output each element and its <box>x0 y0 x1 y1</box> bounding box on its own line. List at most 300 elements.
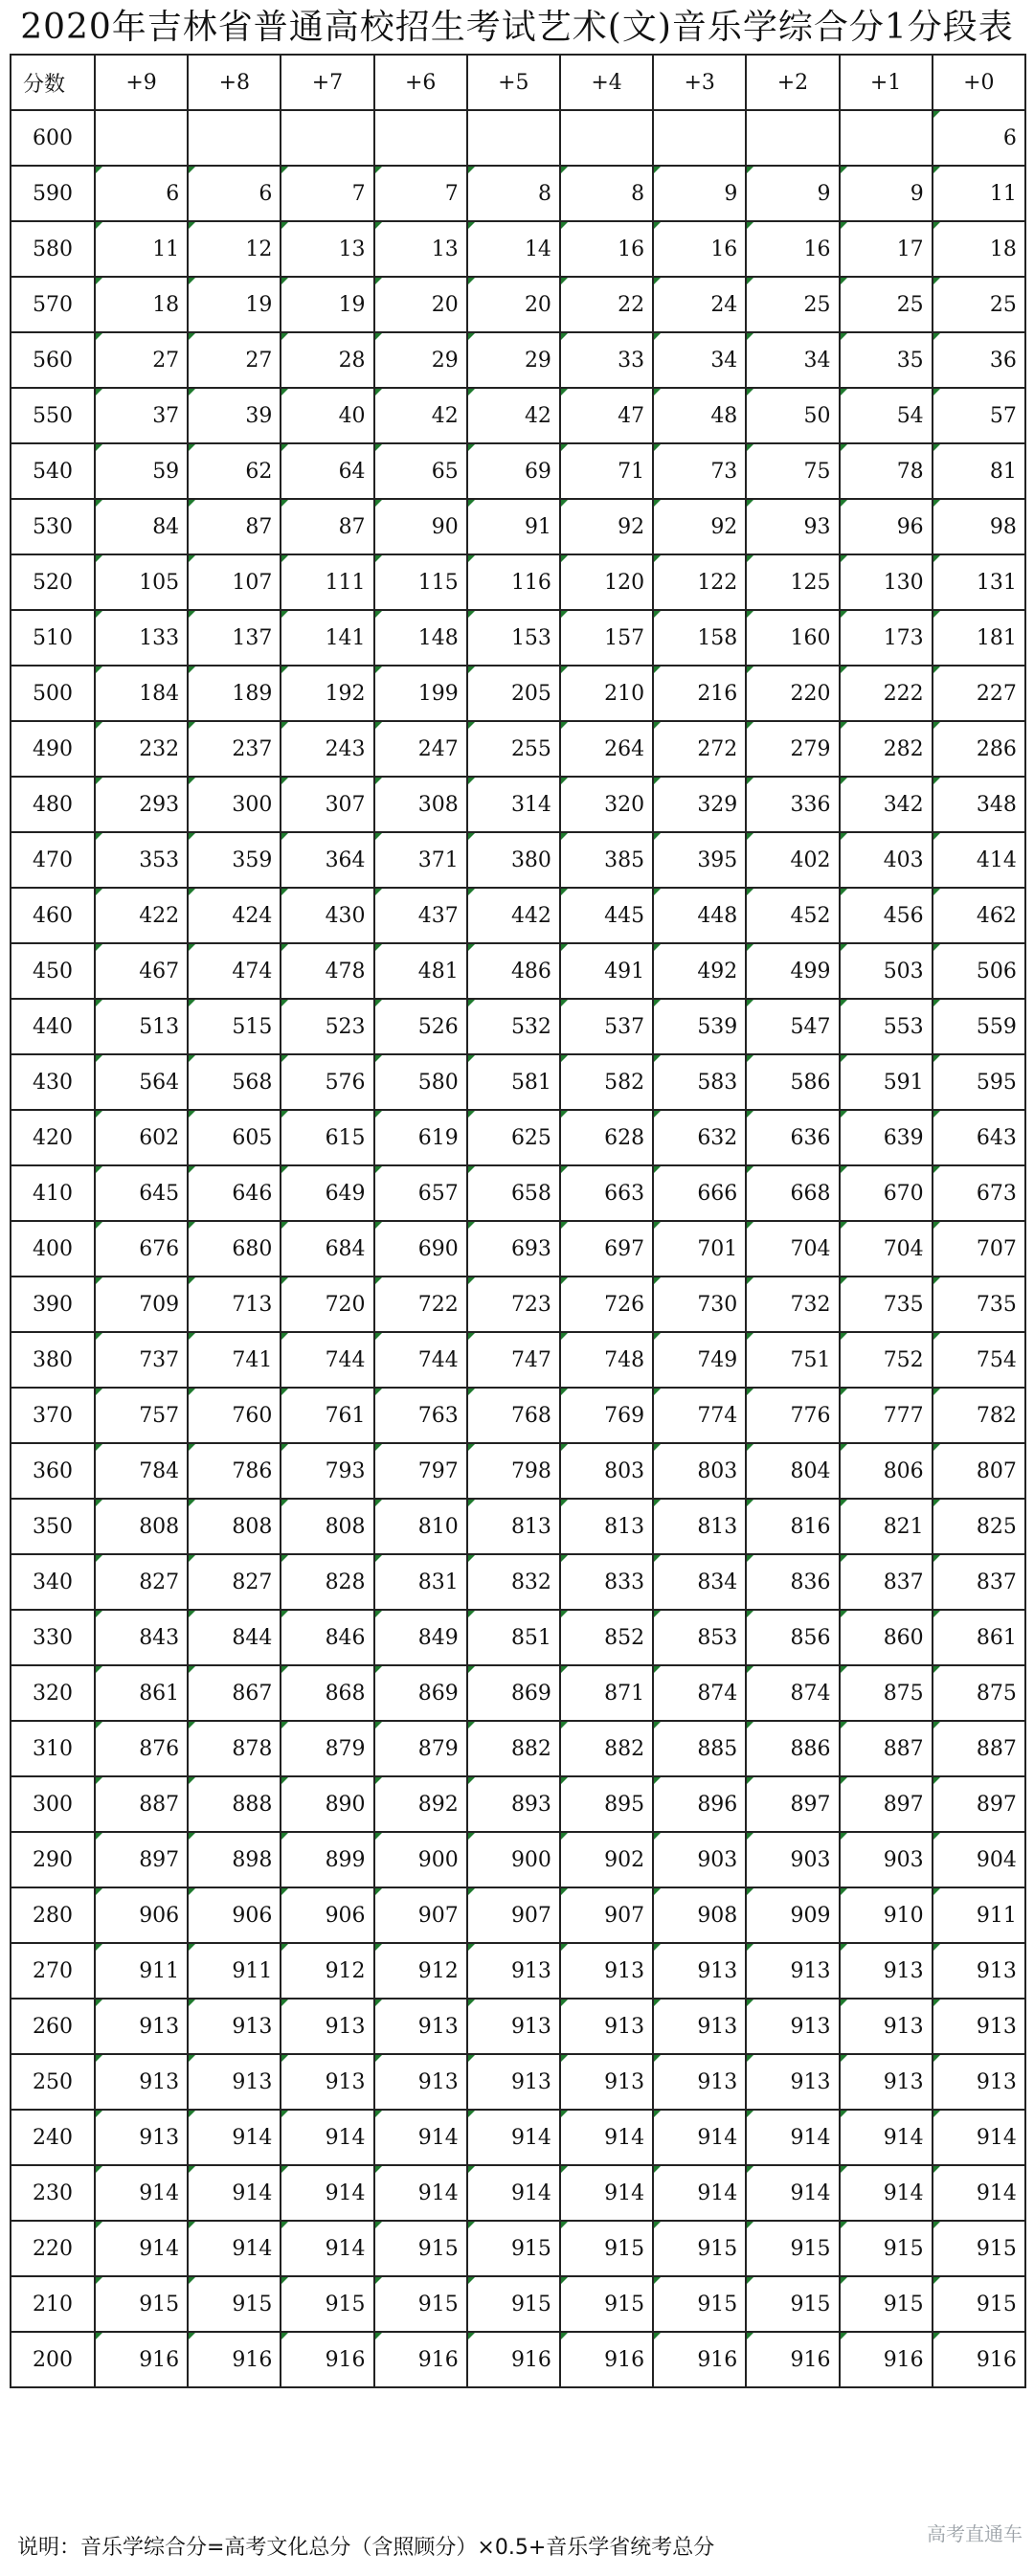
cell-marker-icon <box>468 889 475 895</box>
cell-marker-icon <box>747 389 753 395</box>
cell-marker-icon <box>375 1111 382 1118</box>
count-cell <box>374 1221 467 1277</box>
count-value: 833 <box>604 1570 645 1594</box>
cell-marker-icon <box>841 389 847 395</box>
count-value: 8 <box>537 181 551 206</box>
count-value: 886 <box>790 1736 831 1761</box>
count-value: 582 <box>604 1070 645 1095</box>
count-value: 806 <box>883 1458 924 1483</box>
cell-marker-icon <box>561 2277 568 2284</box>
count-value: 646 <box>232 1181 273 1206</box>
page-title: 2020年吉林省普通高校招生考试艺术(文)音乐学综合分1分段表 <box>20 8 1014 47</box>
cell-marker-icon <box>96 1111 102 1118</box>
count-value: 564 <box>139 1070 180 1095</box>
count-cell <box>281 1665 373 1721</box>
count-value: 720 <box>325 1292 366 1317</box>
count-value: 33 <box>618 348 645 373</box>
count-cell <box>374 1388 467 1443</box>
count-cell <box>467 1443 560 1499</box>
cell-marker-icon <box>933 500 940 507</box>
count-value: 776 <box>790 1403 831 1428</box>
cell-marker-icon <box>189 2000 195 2006</box>
count-value: 96 <box>896 514 924 539</box>
count-cell <box>933 1221 1025 1277</box>
count-value: 583 <box>697 1070 738 1095</box>
cell-marker-icon <box>561 2000 568 2006</box>
count-value: 467 <box>139 959 180 983</box>
count-cell <box>95 610 188 666</box>
table-row <box>11 1110 1025 1165</box>
cell-marker-icon <box>933 2000 940 2006</box>
table-row <box>11 1887 1025 1943</box>
cell-marker-icon <box>189 833 195 840</box>
table-row <box>11 554 1025 610</box>
count-cell <box>374 721 467 777</box>
count-value: 34 <box>803 348 831 373</box>
count-cell <box>746 1499 839 1554</box>
count-value: 160 <box>790 625 831 650</box>
score-cell <box>11 1165 95 1221</box>
count-value: 437 <box>417 903 459 928</box>
count-cell <box>560 832 653 888</box>
cell-marker-icon <box>841 1055 847 1062</box>
count-value: 506 <box>976 959 1017 983</box>
count-value: 581 <box>510 1070 551 1095</box>
cell-marker-icon <box>933 1555 940 1562</box>
count-value: 737 <box>139 1347 180 1372</box>
count-value: 914 <box>325 2236 366 2261</box>
count-cell <box>188 721 281 777</box>
count-cell <box>746 777 839 832</box>
count-cell <box>653 888 746 943</box>
cell-marker-icon <box>933 722 940 729</box>
count-cell <box>746 1610 839 1665</box>
header-cell-offset: +4 <box>560 55 653 110</box>
cell-marker-icon <box>561 1888 568 1895</box>
count-cell <box>560 1721 653 1776</box>
cell-marker-icon <box>561 833 568 840</box>
score-cell <box>11 1054 95 1110</box>
count-value: 851 <box>510 1625 551 1650</box>
count-value: 913 <box>697 2069 738 2094</box>
table-row <box>11 610 1025 666</box>
count-value: 914 <box>139 2236 180 2261</box>
count-value: 896 <box>697 1792 738 1817</box>
count-cell <box>560 443 653 499</box>
count-value: 414 <box>976 847 1017 872</box>
count-cell <box>188 2054 281 2110</box>
count-cell <box>467 1943 560 1999</box>
count-value: 709 <box>139 1292 180 1317</box>
cell-marker-icon <box>561 389 568 395</box>
count-cell <box>746 1332 839 1388</box>
cell-marker-icon <box>654 500 661 507</box>
count-value: 402 <box>790 847 831 872</box>
cell-marker-icon <box>468 500 475 507</box>
count-cell <box>560 1776 653 1832</box>
count-value: 27 <box>152 348 180 373</box>
count-value: 797 <box>417 1458 459 1483</box>
count-cell <box>653 221 746 277</box>
count-cell <box>933 2221 1025 2276</box>
count-value: 914 <box>510 2125 551 2150</box>
count-value: 914 <box>883 2125 924 2150</box>
cell-marker-icon <box>561 611 568 618</box>
count-value: 914 <box>790 2181 831 2205</box>
count-cell <box>933 1999 1025 2054</box>
table-row <box>11 2332 1025 2387</box>
score-value: 590 <box>33 181 73 206</box>
count-cell <box>933 888 1025 943</box>
score-cell <box>11 721 95 777</box>
count-value: 503 <box>883 959 924 983</box>
table-row <box>11 2221 1025 2276</box>
count-value: 744 <box>417 1347 459 1372</box>
count-value: 157 <box>604 625 645 650</box>
count-cell <box>281 666 373 721</box>
count-cell <box>840 499 933 554</box>
count-value: 909 <box>790 1903 831 1928</box>
cell-marker-icon <box>561 167 568 173</box>
header-row <box>11 55 1025 110</box>
count-cell <box>467 2165 560 2221</box>
count-value: 130 <box>883 570 924 595</box>
score-value: 370 <box>33 1403 73 1428</box>
cell-marker-icon <box>933 1000 940 1006</box>
count-cell <box>560 666 653 721</box>
cell-marker-icon <box>281 1333 288 1340</box>
count-value: 199 <box>417 681 459 706</box>
count-cell <box>560 2110 653 2165</box>
count-cell <box>560 1887 653 1943</box>
count-cell <box>653 1221 746 1277</box>
count-value: 17 <box>896 237 924 261</box>
count-value: 735 <box>883 1292 924 1317</box>
count-cell <box>653 2332 746 2387</box>
count-cell <box>281 999 373 1054</box>
count-value: 29 <box>431 348 459 373</box>
cell-marker-icon <box>841 278 847 284</box>
count-value: 684 <box>325 1236 366 1261</box>
count-value: 915 <box>976 2292 1017 2316</box>
header-cell-offset: +0 <box>933 55 1025 110</box>
count-value: 116 <box>510 570 551 595</box>
cell-marker-icon <box>468 555 475 562</box>
cell-marker-icon <box>747 722 753 729</box>
count-value: 713 <box>232 1292 273 1317</box>
count-value: 12 <box>245 237 273 261</box>
count-cell <box>374 2332 467 2387</box>
score-value: 460 <box>33 903 73 928</box>
count-value: 876 <box>139 1736 180 1761</box>
count-value: 722 <box>417 1292 459 1317</box>
count-value: 148 <box>417 625 459 650</box>
count-cell <box>653 1388 746 1443</box>
cell-marker-icon <box>96 1222 102 1229</box>
count-cell <box>188 888 281 943</box>
count-cell <box>95 554 188 610</box>
count-value: 308 <box>417 792 459 817</box>
score-cell <box>11 1388 95 1443</box>
count-cell <box>653 610 746 666</box>
cell-marker-icon <box>933 1222 940 1229</box>
count-value: 532 <box>510 1014 551 1039</box>
count-value: 13 <box>431 237 459 261</box>
count-cell <box>653 1665 746 1721</box>
cell-marker-icon <box>468 778 475 784</box>
table-row <box>11 999 1025 1054</box>
count-cell <box>653 388 746 443</box>
cell-marker-icon <box>468 2277 475 2284</box>
score-value: 540 <box>33 459 73 484</box>
table-body <box>11 110 1025 2387</box>
count-value: 25 <box>803 292 831 317</box>
table-row <box>11 888 1025 943</box>
count-cell <box>933 2054 1025 2110</box>
count-cell <box>653 666 746 721</box>
count-cell <box>840 1887 933 1943</box>
cell-marker-icon <box>654 778 661 784</box>
table-row <box>11 221 1025 277</box>
count-cell <box>374 1277 467 1332</box>
count-cell <box>840 2276 933 2332</box>
count-value: 915 <box>697 2292 738 2316</box>
count-cell <box>374 277 467 332</box>
count-value: 27 <box>245 348 273 373</box>
count-value: 9 <box>724 181 738 206</box>
count-value: 576 <box>325 1070 366 1095</box>
cell-marker-icon <box>375 611 382 618</box>
count-cell <box>560 388 653 443</box>
count-cell <box>95 2221 188 2276</box>
cell-marker-icon <box>281 1500 288 1506</box>
cell-marker-icon <box>96 333 102 340</box>
count-cell <box>840 1054 933 1110</box>
count-value: 181 <box>976 625 1017 650</box>
count-value: 645 <box>139 1181 180 1206</box>
cell-marker-icon <box>747 500 753 507</box>
count-cell <box>374 832 467 888</box>
count-value: 90 <box>431 514 459 539</box>
count-value: 513 <box>139 1014 180 1039</box>
count-cell <box>188 1443 281 1499</box>
cell-marker-icon <box>468 2166 475 2173</box>
count-cell <box>933 1832 1025 1887</box>
score-value: 280 <box>33 1903 73 1928</box>
cell-marker-icon <box>933 333 940 340</box>
count-cell <box>467 166 560 221</box>
cell-marker-icon <box>468 611 475 618</box>
count-value: 754 <box>976 1347 1017 1372</box>
count-value: 216 <box>697 681 738 706</box>
count-value: 807 <box>976 1458 1017 1483</box>
cell-marker-icon <box>281 1611 288 1617</box>
count-value: 602 <box>139 1125 180 1150</box>
count-value: 868 <box>325 1681 366 1706</box>
count-cell <box>374 554 467 610</box>
count-value: 913 <box>883 2069 924 2094</box>
count-value: 272 <box>697 736 738 761</box>
count-value: 915 <box>697 2236 738 2261</box>
cell-marker-icon <box>375 667 382 673</box>
score-cell <box>11 443 95 499</box>
cell-marker-icon <box>933 111 940 118</box>
count-value: 916 <box>417 2347 459 2372</box>
cell-marker-icon <box>281 889 288 895</box>
score-value: 570 <box>33 292 73 317</box>
count-cell <box>933 777 1025 832</box>
count-value: 827 <box>232 1570 273 1594</box>
count-value: 915 <box>417 2292 459 2316</box>
count-value: 35 <box>896 348 924 373</box>
count-value: 916 <box>139 2347 180 2372</box>
cell-marker-icon <box>747 778 753 784</box>
count-cell <box>560 1165 653 1221</box>
count-cell <box>746 1443 839 1499</box>
cell-marker-icon <box>747 444 753 451</box>
count-value: 910 <box>883 1903 924 1928</box>
cell-marker-icon <box>189 1611 195 1617</box>
count-value: 232 <box>139 736 180 761</box>
count-value: 173 <box>883 625 924 650</box>
count-cell <box>95 110 188 166</box>
cell-marker-icon <box>189 1888 195 1895</box>
count-value: 895 <box>604 1792 645 1817</box>
count-value: 18 <box>152 292 180 317</box>
cell-marker-icon <box>96 1666 102 1673</box>
cell-marker-icon <box>654 167 661 173</box>
cell-marker-icon <box>654 1722 661 1729</box>
cell-marker-icon <box>841 1000 847 1006</box>
count-cell <box>746 2165 839 2221</box>
cell-marker-icon <box>561 1666 568 1673</box>
count-cell <box>933 2165 1025 2221</box>
count-cell <box>933 1554 1025 1610</box>
cell-marker-icon <box>96 1444 102 1451</box>
table-row <box>11 1221 1025 1277</box>
count-cell <box>467 2054 560 2110</box>
count-cell <box>374 1776 467 1832</box>
count-cell <box>374 1832 467 1887</box>
table-row <box>11 1610 1025 1665</box>
count-cell <box>188 1776 281 1832</box>
count-value: 915 <box>790 2236 831 2261</box>
count-cell <box>746 2110 839 2165</box>
count-cell <box>746 888 839 943</box>
count-value: 663 <box>604 1181 645 1206</box>
cell-marker-icon <box>189 778 195 784</box>
cell-marker-icon <box>189 1222 195 1229</box>
cell-marker-icon <box>375 944 382 951</box>
table-row <box>11 1388 1025 1443</box>
count-value: 243 <box>325 736 366 761</box>
count-cell <box>281 1887 373 1943</box>
count-cell <box>467 943 560 999</box>
count-cell <box>467 610 560 666</box>
count-cell <box>467 2332 560 2387</box>
cell-marker-icon <box>189 500 195 507</box>
cell-marker-icon <box>96 1277 102 1284</box>
cell-marker-icon <box>933 2166 940 2173</box>
cell-marker-icon <box>841 2166 847 2173</box>
count-value: 751 <box>790 1347 831 1372</box>
count-cell <box>560 221 653 277</box>
count-value: 882 <box>604 1736 645 1761</box>
cell-marker-icon <box>841 1888 847 1895</box>
count-value: 808 <box>325 1514 366 1539</box>
cell-marker-icon <box>281 1666 288 1673</box>
cell-marker-icon <box>468 2055 475 2062</box>
count-cell <box>560 1554 653 1610</box>
score-cell <box>11 388 95 443</box>
count-value: 707 <box>976 1236 1017 1261</box>
count-cell <box>560 2332 653 2387</box>
count-value: 887 <box>976 1736 1017 1761</box>
cell-marker-icon <box>933 944 940 951</box>
count-value: 907 <box>417 1903 459 1928</box>
cell-marker-icon <box>189 1500 195 1506</box>
count-cell <box>840 1277 933 1332</box>
count-value: 697 <box>604 1236 645 1261</box>
count-cell <box>281 832 373 888</box>
count-cell <box>188 110 281 166</box>
cell-marker-icon <box>375 2222 382 2228</box>
count-cell <box>653 1110 746 1165</box>
cell-marker-icon <box>933 1444 940 1451</box>
cell-marker-icon <box>933 833 940 840</box>
cell-marker-icon <box>841 2277 847 2284</box>
count-cell <box>933 388 1025 443</box>
count-value: 189 <box>232 681 273 706</box>
count-value: 628 <box>604 1125 645 1150</box>
count-value: 658 <box>510 1181 551 1206</box>
cell-marker-icon <box>468 722 475 729</box>
cell-marker-icon <box>841 889 847 895</box>
count-cell <box>374 2054 467 2110</box>
cell-marker-icon <box>189 167 195 173</box>
count-value: 14 <box>524 237 551 261</box>
count-value: 915 <box>604 2292 645 2316</box>
count-value: 184 <box>139 681 180 706</box>
cell-marker-icon <box>747 278 753 284</box>
count-cell <box>467 221 560 277</box>
cell-marker-icon <box>841 1333 847 1340</box>
cell-marker-icon <box>747 1222 753 1229</box>
cell-marker-icon <box>561 555 568 562</box>
count-value: 913 <box>604 2014 645 2039</box>
count-cell <box>840 221 933 277</box>
count-cell <box>653 332 746 388</box>
count-cell <box>746 554 839 610</box>
count-value: 837 <box>976 1570 1017 1594</box>
count-value: 913 <box>139 2125 180 2150</box>
count-cell <box>188 1999 281 2054</box>
cell-marker-icon <box>841 555 847 562</box>
count-cell <box>840 1554 933 1610</box>
count-cell <box>188 1554 281 1610</box>
cell-marker-icon <box>189 1166 195 1173</box>
count-cell <box>933 1110 1025 1165</box>
count-cell <box>560 2276 653 2332</box>
count-value: 903 <box>883 1847 924 1872</box>
count-cell <box>467 2221 560 2276</box>
count-cell <box>467 1110 560 1165</box>
count-cell <box>933 1887 1025 1943</box>
count-value: 71 <box>618 459 645 484</box>
count-value: 553 <box>883 1014 924 1039</box>
count-value: 914 <box>139 2181 180 2205</box>
count-value: 359 <box>232 847 273 872</box>
